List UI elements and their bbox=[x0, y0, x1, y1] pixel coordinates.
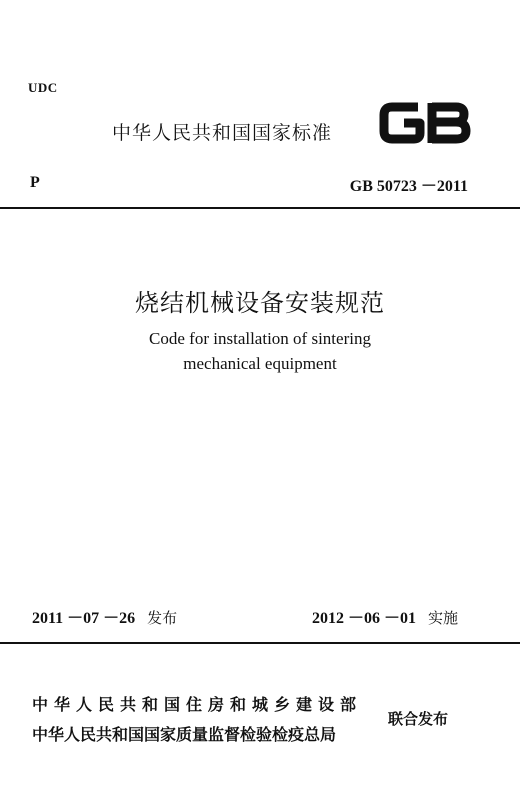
udc-label: UDC bbox=[28, 80, 58, 95]
standard-number: GB 50723 －2011 bbox=[349, 178, 468, 195]
national-standard-heading: 中华人民共和国国家标准 bbox=[112, 122, 333, 144]
issue-date-block bbox=[32, 605, 177, 628]
title-chinese: 烧结机械设备安装规范 bbox=[135, 289, 385, 317]
implementation-date-block bbox=[312, 605, 458, 628]
title-english-line1: Code for installation of sintering bbox=[149, 329, 371, 348]
joint-issue-label: 联合发布 bbox=[388, 710, 449, 728]
category-code: P bbox=[30, 174, 40, 191]
title-english-line2: mechanical equipment bbox=[183, 354, 337, 373]
issue-label: 发布 bbox=[147, 609, 178, 627]
top-divider bbox=[0, 207, 520, 209]
gb-logo bbox=[378, 98, 472, 148]
implementation-label: 实施 bbox=[428, 609, 459, 627]
issuer-line-2: 中华人民共和国国家质量监督检验检疫总局 bbox=[32, 725, 337, 744]
implementation-date: 2012 －06 －01 bbox=[312, 610, 417, 627]
issuer-line-1: 中华人民共和国住房和城乡建设部 bbox=[32, 695, 363, 714]
bottom-divider bbox=[0, 642, 520, 644]
title-english bbox=[0, 326, 520, 376]
issue-date: 2011 －07 －26 bbox=[32, 610, 136, 627]
